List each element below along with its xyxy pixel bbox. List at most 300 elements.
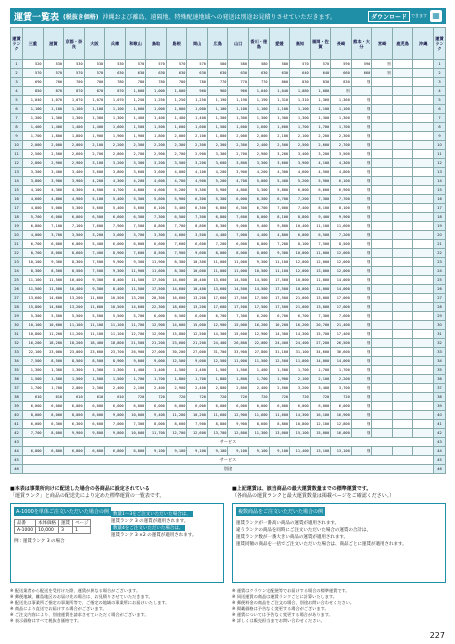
rate-cell-empty [392, 195, 413, 204]
rate-cell: 14,000 [166, 321, 187, 330]
rate-cell: 3,000 [105, 231, 126, 240]
rate-cell: 別 [351, 132, 372, 141]
rate-cell: 18,200 [43, 339, 64, 348]
rate-cell-empty [392, 123, 413, 132]
table-row [11, 159, 446, 168]
rate-cell: 14,600 [43, 303, 64, 312]
rate-cell: 530 [84, 60, 105, 69]
table-row [11, 447, 446, 456]
table-row [11, 195, 446, 204]
rate-cell: 8,800 [269, 420, 290, 429]
rank-cell: 8 [11, 123, 23, 132]
rate-cell: 640 [290, 69, 311, 78]
rate-cell: 24,400 [290, 339, 311, 348]
rate-cell: 3,900 [290, 159, 311, 168]
rate-cell-empty [413, 339, 434, 348]
rank-cell: 24 [434, 267, 446, 276]
right-line3: 運賃ランク数が一番大きい商品の運賃が適用されます。 [236, 535, 349, 540]
right-line1: 運賃ランクが一番高い商品の運賃が適用されます。 [236, 521, 340, 526]
rate-cell: 16,000 [331, 429, 352, 438]
rate-cell: 別 [351, 114, 372, 123]
rate-cell: 11,500 [43, 285, 64, 294]
rate-cell: 1,400 [146, 366, 167, 375]
rate-cell: 17,400 [331, 330, 352, 339]
rate-cell: 1,800 [228, 375, 249, 384]
rate-cell: 別 [351, 348, 372, 357]
rate-cell: 2,900 [64, 159, 85, 168]
rate-cell: 8,900 [105, 357, 126, 366]
rate-cell-empty [372, 186, 393, 195]
rate-cell: 14,600 [166, 285, 187, 294]
rate-cell: 1,700 [146, 375, 167, 384]
rate-cell: 2,800 [23, 159, 44, 168]
rate-cell: 7,700 [331, 195, 352, 204]
rank-cell: 11 [11, 150, 23, 159]
rate-cell: 別 [351, 384, 372, 393]
rate-cell: 1,300 [249, 114, 270, 123]
rank-cell: 36 [11, 375, 23, 384]
rate-cell: 7,900 [187, 420, 208, 429]
rate-cell: 10,000 [125, 411, 146, 420]
rate-cell: 9,300 [43, 258, 64, 267]
rate-cell: 12,500 [187, 330, 208, 339]
rank-cell: 30 [434, 321, 446, 330]
column-header: 大阪 [84, 28, 105, 60]
rank-cell: 41 [11, 420, 23, 429]
rate-cell: 6,300 [187, 195, 208, 204]
rate-cell: 7,900 [166, 249, 187, 258]
rate-cell: 15,000 [228, 321, 249, 330]
rate-cell: 12,800 [228, 429, 249, 438]
rate-cell-empty [392, 231, 413, 240]
rate-cell: 720 [228, 393, 249, 402]
rate-cell: 6,500 [166, 312, 187, 321]
rate-cell: 6,000 [43, 213, 64, 222]
rate-cell: 1,800 [207, 375, 228, 384]
rate-cell: 10,400 [64, 276, 85, 285]
rate-cell: 21,200 [187, 339, 208, 348]
rate-cell-empty [372, 303, 393, 312]
rate-cell: 11,300 [249, 429, 270, 438]
rate-cell: 700 [84, 78, 105, 87]
rate-cell: 2,800 [207, 384, 228, 393]
rate-cell: 12,900 [249, 330, 270, 339]
rate-cell: 5,300 [207, 195, 228, 204]
rate-cell-empty [372, 213, 393, 222]
rate-cell: 1,900 [84, 132, 105, 141]
rate-cell: 11,900 [146, 258, 167, 267]
rate-cell: 20,300 [146, 294, 167, 303]
rate-cell-empty [392, 168, 413, 177]
rate-cell: 3,400 [310, 384, 331, 393]
rate-cell: 7,200 [331, 231, 352, 240]
rate-cell-empty [372, 132, 393, 141]
rate-cell: 1,070 [64, 96, 85, 105]
mini-h1: 本体価格 [36, 520, 59, 527]
right-lead2: （各商品の運賃ランクと最大運賃数量は掲載ページをご確認ください。） [232, 493, 395, 499]
rate-cell: 12,900 [228, 411, 249, 420]
rate-cell: 3,200 [84, 231, 105, 240]
rate-cell-empty [392, 141, 413, 150]
rank-cell: 24 [11, 267, 23, 276]
rate-cell-empty [372, 348, 393, 357]
rate-table [10, 27, 446, 474]
rate-cell: 1,700 [310, 366, 331, 375]
rate-cell: 570 [84, 69, 105, 78]
table-row [11, 240, 446, 249]
rate-cell: 720 [310, 393, 331, 402]
rate-cell: 10,500 [105, 294, 126, 303]
rate-cell-empty [392, 330, 413, 339]
rate-cell: 1,080 [310, 87, 331, 96]
rank-cell: 13 [11, 168, 23, 177]
rank-cell: 6 [434, 105, 446, 114]
rate-cell: 11,600 [249, 411, 270, 420]
rate-cell: 570 [43, 69, 64, 78]
rank-cell: 38 [434, 393, 446, 402]
rate-cell-empty [392, 186, 413, 195]
rate-cell: 8,600 [249, 420, 270, 429]
rate-cell: 別 [351, 267, 372, 276]
rate-cell: 10,600 [43, 321, 64, 330]
rate-cell: 5,700 [23, 213, 44, 222]
rate-cell: 7,500 [310, 240, 331, 249]
rate-cell-empty [392, 132, 413, 141]
rate-cell: 8,800 [290, 213, 311, 222]
rank-cell: 3 [434, 78, 446, 87]
rate-cell: 1,310 [269, 96, 290, 105]
tag-1: 数量1～3をご注文いただいた場合は、 [113, 512, 191, 517]
rate-cell: 630 [146, 69, 167, 78]
rate-cell: 8,300 [23, 267, 44, 276]
rate-cell: 23,000 [64, 348, 85, 357]
rate-cell: 8,600 [64, 249, 85, 258]
rate-cell: 1,300 [64, 366, 85, 375]
rate-cell: 10,000 [290, 285, 311, 294]
rate-cell: 6,800 [105, 447, 126, 456]
rate-cell: 1,800 [166, 375, 187, 384]
rate-cell-empty [392, 60, 413, 69]
rate-cell: 17,500 [146, 276, 167, 285]
table-row [11, 312, 446, 321]
rate-cell: 4,600 [290, 168, 311, 177]
rate-cell: 13,600 [207, 276, 228, 285]
rate-cell: 27,000 [187, 348, 208, 357]
rate-cell: 780 [166, 78, 187, 87]
rate-cell: 14,500 [249, 285, 270, 294]
rate-cell: 5,000 [249, 177, 270, 186]
rate-cell: 640 [310, 69, 331, 78]
service-cell: サービス [23, 438, 434, 447]
rate-cell: 9,000 [228, 222, 249, 231]
rate-cell: 6,900 [331, 186, 352, 195]
rate-cell: 11,000 [207, 258, 228, 267]
fp-right-0: ※ 運賃はクラウン宅配便等でお届けする場合の標準運賃です。 [232, 588, 350, 593]
rate-cell: 6,000 [290, 231, 311, 240]
rank-cell: 33 [11, 348, 23, 357]
rate-cell: 10,000 [290, 276, 311, 285]
rate-cell: 16,200 [23, 339, 44, 348]
rate-cell: 2,000 [64, 384, 85, 393]
rate-cell: 3,600 [269, 159, 290, 168]
rate-cell: 8,100 [290, 240, 311, 249]
rate-cell: 1,400 [249, 366, 270, 375]
rate-cell: 1,700 [23, 384, 44, 393]
rate-cell-empty [372, 168, 393, 177]
rate-cell: 11,200 [166, 411, 187, 420]
rate-cell: 720 [249, 393, 270, 402]
rate-cell-empty [413, 177, 434, 186]
rate-cell: 10,100 [23, 258, 44, 267]
rate-cell: 15,000 [187, 321, 208, 330]
rate-cell: 5,000 [43, 204, 64, 213]
rate-cell: 21,500 [125, 339, 146, 348]
rank-cell: 22 [11, 249, 23, 258]
rate-cell-empty [413, 141, 434, 150]
rank-cell: 6 [11, 105, 23, 114]
rate-cell: 4,300 [64, 186, 85, 195]
rate-cell: 1,100 [310, 105, 331, 114]
fine-print-right [232, 588, 446, 624]
rate-cell: 17,500 [228, 303, 249, 312]
fp-left-3: ※ 商品により直送でお届けする場合がございます。 [10, 606, 107, 611]
table-row [11, 348, 446, 357]
rate-cell: 7,600 [228, 213, 249, 222]
rate-cell: 5,300 [187, 186, 208, 195]
rate-cell: 1,000 [125, 87, 146, 96]
rate-cell: 9,100 [187, 447, 208, 456]
rate-cell: 1,000 [146, 87, 167, 96]
download-button[interactable]: ダウンロード [368, 11, 410, 22]
rate-cell-empty [413, 69, 434, 78]
rate-cell: 2,700 [228, 150, 249, 159]
rate-cell: 9,300 [125, 258, 146, 267]
rate-cell: 520 [23, 60, 44, 69]
rate-cell: 3,600 [125, 168, 146, 177]
rate-cell-empty [351, 87, 372, 96]
table-row [11, 339, 446, 348]
rate-cell: 4,300 [105, 177, 126, 186]
rate-cell: 10,400 [290, 222, 311, 231]
rate-cell: 17,500 [249, 303, 270, 312]
rate-cell: 8,800 [207, 420, 228, 429]
rate-cell: 610 [23, 393, 44, 402]
rate-cell: 11,700 [146, 429, 167, 438]
rate-cell: 1,300 [84, 366, 105, 375]
rate-cell: 別 [351, 339, 372, 348]
rate-cell-empty [372, 204, 393, 213]
rate-cell: 3,500 [64, 231, 85, 240]
mini-c2: 3 [59, 527, 73, 534]
rate-cell: 13,600 [207, 285, 228, 294]
rate-cell: 1,700 [310, 123, 331, 132]
rate-cell: 11,000 [207, 267, 228, 276]
rate-cell: 8,300 [207, 222, 228, 231]
rate-cell: 8,300 [166, 267, 187, 276]
rate-cell: 720 [125, 393, 146, 402]
rate-cell: 2,100 [187, 132, 208, 141]
notes-right [232, 486, 446, 583]
mini-h2: 運賃 [59, 520, 73, 527]
rate-cell: 12,700 [166, 429, 187, 438]
rate-cell: 16,200 [269, 321, 290, 330]
download-sub: できます [411, 13, 427, 18]
rate-cell-empty [392, 78, 413, 87]
rate-cell-empty [372, 159, 393, 168]
rate-cell-empty [413, 330, 434, 339]
rate-cell-empty [372, 366, 393, 375]
rate-cell: 780 [105, 78, 126, 87]
rank-cell: 14 [11, 177, 23, 186]
rank-cell: 18 [434, 213, 446, 222]
rate-cell: 1,800 [146, 132, 167, 141]
rate-cell: 11,900 [125, 267, 146, 276]
rate-cell: 6,000 [187, 312, 208, 321]
rate-cell: 1,400 [187, 366, 208, 375]
rate-cell: 3,300 [146, 231, 167, 240]
page-title: 運賃一覧表 [14, 12, 60, 23]
rate-cell: 6,000 [105, 240, 126, 249]
rate-cell: 6,800 [64, 447, 85, 456]
rate-cell: 11,100 [105, 321, 126, 330]
rate-cell: 1,100 [64, 105, 85, 114]
column-header: 岡山 [187, 28, 208, 60]
rate-cell: 2,900 [43, 159, 64, 168]
rank-cell: 15 [434, 186, 446, 195]
rate-cell: 2,700 [331, 141, 352, 150]
rate-cell: 別 [351, 231, 372, 240]
rate-cell: 570 [23, 69, 44, 78]
rate-cell: 9,100 [269, 447, 290, 456]
rate-cell: 別 [351, 321, 372, 330]
rate-cell: 6,000 [125, 402, 146, 411]
rank-cell: 37 [11, 384, 23, 393]
rate-cell: 2,400 [105, 384, 126, 393]
rate-cell: 1,700 [290, 366, 311, 375]
rate-cell: 15,800 [166, 330, 187, 339]
rate-cell: 5,400 [105, 204, 126, 213]
rate-cell: 3,200 [290, 384, 311, 393]
rate-cell: 12,900 [207, 321, 228, 330]
page-subtitle: (税抜き価格) [63, 13, 99, 21]
rate-cell: 4,500 [84, 186, 105, 195]
rate-cell: 33,900 [228, 348, 249, 357]
rate-cell: 6,800 [23, 447, 44, 456]
rate-cell: 6,000 [125, 240, 146, 249]
rate-cell: 6,800 [207, 213, 228, 222]
table-row [11, 114, 446, 123]
rate-cell: 2,400 [187, 384, 208, 393]
rate-cell: 7,100 [43, 222, 64, 231]
rate-cell: 17,500 [269, 276, 290, 285]
rate-cell: 1,300 [207, 114, 228, 123]
table-row [11, 456, 446, 465]
rank-cell: 17 [434, 204, 446, 213]
mini-c0: A-1000 [15, 527, 36, 534]
rank-cell: 15 [11, 186, 23, 195]
rate-cell-empty [413, 294, 434, 303]
rate-cell: 3,200 [310, 150, 331, 159]
rate-cell: 5,600 [125, 204, 146, 213]
header-note: 沖縄および離島、遠隔地、特殊配達地域への発送は別途お見積りさせていただきます。 [102, 13, 337, 21]
rate-cell: 11,600 [207, 411, 228, 420]
rate-cell: 960 [228, 87, 249, 96]
rate-cell: 17,500 [269, 294, 290, 303]
rate-cell: 22,100 [23, 348, 44, 357]
rate-cell: 16,200 [249, 321, 270, 330]
rate-cell-empty [413, 393, 434, 402]
rate-cell: 8,000 [43, 429, 64, 438]
rank-cell: 16 [434, 195, 446, 204]
rate-cell: 2,100 [84, 141, 105, 150]
rate-cell: 別 [331, 87, 352, 96]
column-header: 島根 [166, 28, 187, 60]
rate-cell: 15,000 [310, 429, 331, 438]
rate-cell: 別 [351, 294, 372, 303]
rate-cell-empty [392, 150, 413, 159]
rate-cell: 6,000 [146, 402, 167, 411]
rate-cell: 別 [351, 375, 372, 384]
rate-cell: 1,360 [310, 96, 331, 105]
column-header: 熊本・大分 [351, 28, 372, 60]
rate-cell: 2,900 [187, 150, 208, 159]
rate-cell: 1,700 [331, 123, 352, 132]
rate-cell: 1,500 [64, 375, 85, 384]
rate-cell: 1,500 [207, 366, 228, 375]
rate-cell: 14,600 [43, 294, 64, 303]
rate-cell: 1,700 [331, 366, 352, 375]
rate-cell: 1,700 [23, 132, 44, 141]
table-row [11, 366, 446, 375]
rate-cell: 4,300 [43, 186, 64, 195]
rate-cell: 14,000 [331, 285, 352, 294]
rate-cell: 720 [290, 393, 311, 402]
fp-left-5: ※ 表示価格はすべて税抜き価格です。 [10, 618, 82, 623]
rate-cell: 別 [351, 213, 372, 222]
rate-cell: 1,300 [23, 114, 44, 123]
rate-cell-empty [392, 114, 413, 123]
table-row [11, 177, 446, 186]
rate-cell: 6,000 [23, 402, 44, 411]
rate-cell: 1,500 [269, 366, 290, 375]
rate-cell: 別 [351, 141, 372, 150]
rate-cell: 3,700 [43, 231, 64, 240]
rate-cell: 1,300 [105, 114, 126, 123]
rate-cell: 8,000 [43, 411, 64, 420]
rate-cell: 6,000 [105, 402, 126, 411]
rate-cell: 780 [146, 78, 167, 87]
rate-cell: 14,600 [125, 303, 146, 312]
rate-cell: 4,600 [146, 177, 167, 186]
rate-cell: 10,800 [23, 330, 44, 339]
rate-cell: 8,000 [84, 411, 105, 420]
rate-cell: 別 [351, 411, 372, 420]
rate-cell: 960 [207, 87, 228, 96]
rate-cell: 27,200 [310, 339, 331, 348]
rate-cell: 1,900 [269, 375, 290, 384]
rate-cell: 1,800 [207, 132, 228, 141]
rank-cell: 7 [434, 114, 446, 123]
rate-cell: 12,900 [146, 330, 167, 339]
fp-left-4: ※ ご注文内容により、別途運賃を請求させていただく場合がございます。 [10, 612, 149, 617]
rate-cell-empty [413, 213, 434, 222]
rate-cell-empty [392, 339, 413, 348]
rank-cell: 21 [11, 240, 23, 249]
column-header: 滋賀 [43, 28, 64, 60]
rate-cell-empty [413, 204, 434, 213]
rank-cell: 36 [434, 375, 446, 384]
table-row [11, 96, 446, 105]
